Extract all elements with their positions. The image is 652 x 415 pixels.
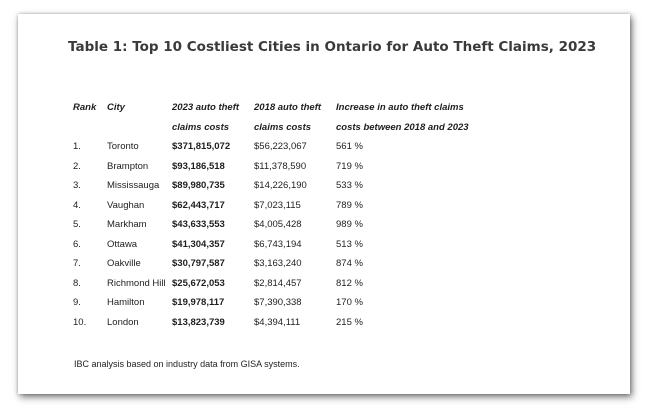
cell-increase: 989 %: [336, 219, 363, 230]
table-header: [73, 98, 486, 137]
table-row: [73, 137, 486, 157]
cell-2023-costs: $89,980,735: [172, 180, 225, 191]
cell-city: Hamilton: [107, 297, 145, 308]
cell-2018-costs: $2,814,457: [254, 277, 302, 289]
cell-rank: 3.: [73, 180, 81, 191]
cell-increase: 789 %: [336, 199, 363, 211]
cell-increase: 561 %: [336, 141, 363, 152]
cell-increase: 874 %: [336, 258, 363, 269]
cell-increase: 215 %: [336, 316, 363, 328]
cell-city: Mississauga: [107, 180, 160, 191]
header-city-cont: [107, 118, 172, 138]
cell-2018-costs: $11,378,590: [254, 160, 307, 172]
cell-rank: 5.: [73, 219, 81, 230]
table-row: [73, 176, 486, 196]
cell-rank: 7.: [73, 258, 81, 269]
table-row: [73, 293, 486, 313]
cell-2023-costs: $93,186,518: [172, 160, 225, 172]
cell-city: Vaughan: [107, 199, 145, 211]
table-row: [73, 235, 486, 255]
cell-2018-costs: $3,163,240: [254, 258, 302, 269]
cell-city: London: [107, 316, 139, 328]
cell-rank: 9.: [73, 297, 81, 308]
cell-2018-costs: $7,023,115: [254, 199, 301, 211]
cell-city: Richmond Hill: [107, 277, 166, 289]
cell-2023-costs: $41,304,357: [172, 238, 225, 250]
cell-2018-costs: $4,005,428: [254, 219, 302, 230]
table-row: [73, 313, 486, 333]
cell-2023-costs: $19,978,117: [172, 297, 225, 308]
cell-rank: 1.: [73, 141, 81, 152]
cell-rank: 10.: [73, 316, 87, 328]
cell-increase: 812 %: [336, 277, 363, 289]
table-row: [73, 274, 486, 294]
table-title: Table 1: Top 10 Costliest Cities in Ontario for Auto Theft Claims, 2023: [68, 39, 597, 55]
document-card: [18, 14, 630, 394]
cell-2023-costs: $30,797,587: [172, 258, 225, 269]
header-2023-costs-cont: claims costs: [172, 121, 230, 133]
cell-city: Oakville: [107, 258, 141, 269]
header-increase-cont: costs between 2018 and 2023: [336, 121, 469, 133]
cell-2018-costs: $7,390,338: [254, 297, 302, 308]
cell-2023-costs: $371,815,072: [172, 141, 231, 152]
table-row: [73, 157, 486, 177]
cell-2018-costs: $6,743,194: [254, 238, 302, 250]
cell-increase: 513 %: [336, 238, 363, 250]
cell-rank: 8.: [73, 277, 81, 289]
header-rank: Rank: [73, 102, 97, 113]
cell-increase: 170 %: [336, 297, 363, 308]
header-2018-costs-cont: claims costs: [254, 121, 312, 133]
cell-2023-costs: $43,633,553: [172, 219, 225, 230]
cell-city: Markham: [107, 219, 147, 230]
table-row: [73, 196, 486, 216]
cell-rank: 6.: [73, 238, 81, 250]
header-rank-cont: [73, 118, 107, 138]
cell-2023-costs: $25,672,053: [172, 277, 225, 289]
cell-city: Toronto: [107, 141, 139, 152]
table-row: [73, 215, 486, 235]
header-row-2: [73, 118, 486, 138]
cell-2018-costs: $4,394,111: [254, 316, 301, 328]
header-row-1: [73, 98, 486, 118]
cell-city: Brampton: [107, 160, 149, 172]
table-row: [73, 254, 486, 274]
header-2018-costs: 2018 auto theft: [254, 102, 322, 113]
table-body: [73, 137, 486, 332]
cell-rank: 2.: [73, 160, 81, 172]
cell-increase: 719 %: [336, 160, 363, 172]
header-2023-costs: 2023 auto theft: [172, 102, 240, 113]
cell-2018-costs: $14,226,190: [254, 180, 307, 191]
cell-increase: 533 %: [336, 180, 363, 191]
cell-2023-costs: $13,823,739: [172, 316, 225, 328]
auto-theft-claims-table: [73, 98, 486, 332]
cell-city: Ottawa: [107, 238, 138, 250]
cell-rank: 4.: [73, 199, 81, 211]
header-increase: Increase in auto theft claims: [336, 102, 464, 113]
header-city: City: [107, 102, 125, 113]
cell-2018-costs: $56,223,067: [254, 141, 307, 152]
cell-2023-costs: $62,443,717: [172, 199, 225, 211]
source-footnote: IBC analysis based on industry data from GISA systems.: [74, 359, 300, 369]
